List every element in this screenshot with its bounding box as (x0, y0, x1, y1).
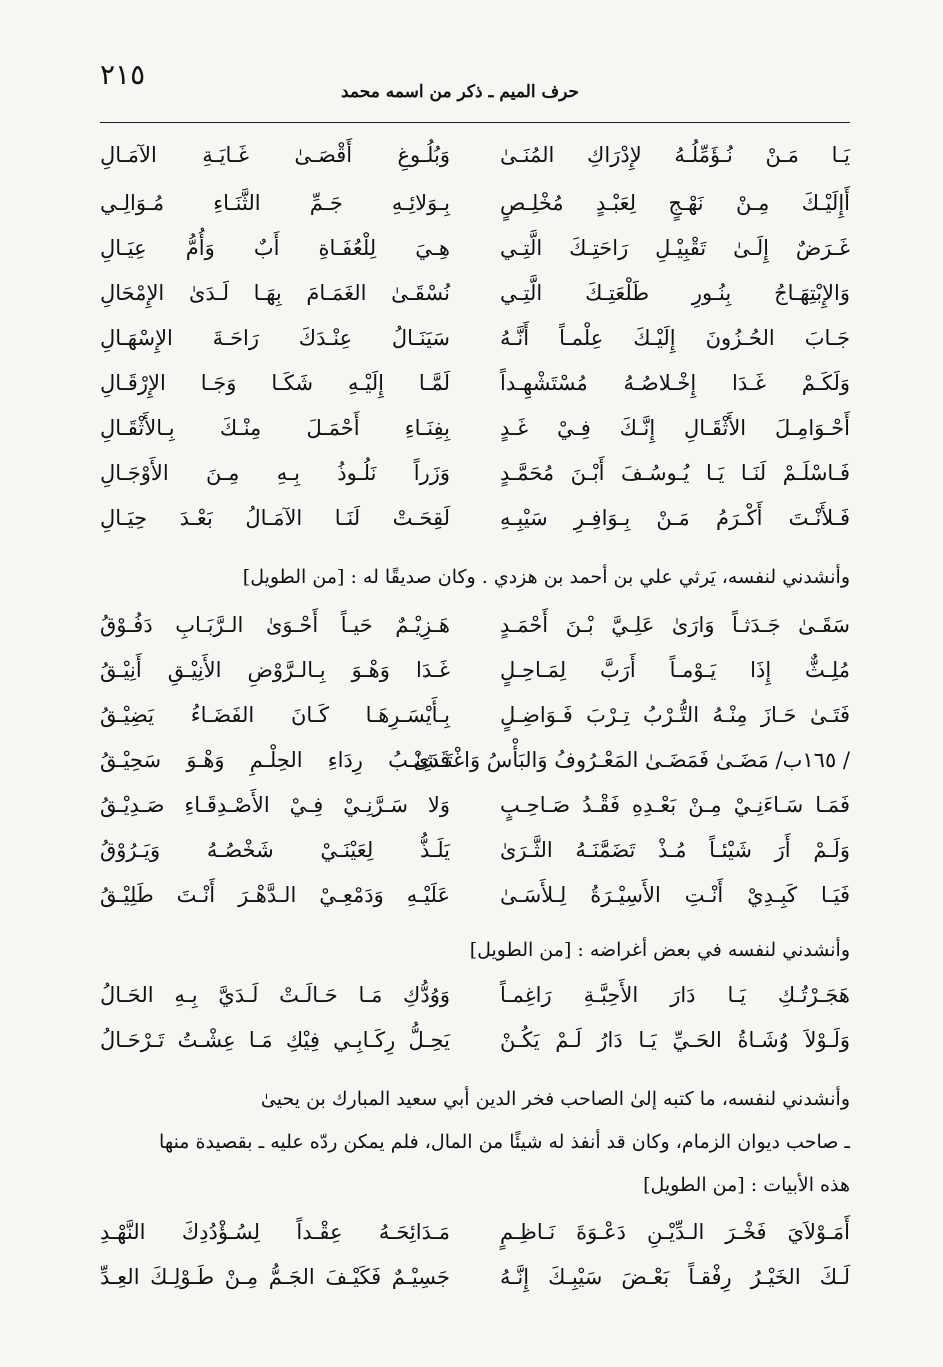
poem-introduction: وأنشدني لنفسه في بعض أغراضه : [من الطويل] (469, 939, 850, 961)
first-hemistich: غَـرَضٌ إِلَـىٰ تَقْبِيْـلِ رَاحَتِـكَ الَّتِـي (500, 236, 850, 260)
first-hemistich: / ١٦٥ب/ مَضَـىٰ فَمَضَـىٰ المَعْـرُوفُ وَالبَأْسُ وَاغْتَـدَىٰ (413, 748, 850, 772)
first-hemistich: سَقَـىٰ جَـدَثـاً وَارَىٰ عَلِـيَّ بْـنَ أَحْمَـدٍ (500, 613, 850, 637)
verse-line (100, 318, 850, 358)
header-rule (100, 122, 850, 123)
second-hemistich: غَـدَا وَهْـوَ بِـالـرَّوْضِ الأَنِيْـقِ أَنِيْـقُ (100, 658, 450, 682)
first-hemistich: لَـكَ الخَيْـرُ رِفْقـاً بَعْـضَ سَيْبِـكَ إِنَّـهُ (500, 1265, 850, 1289)
verse-line (100, 695, 850, 735)
second-hemistich: لَمَّـا إِلَيْـهِ شَكَـا وَجَـا الإِرْقَـالِ (100, 371, 450, 395)
verse-line (100, 135, 850, 175)
second-hemistich: عَلَيْـهِ وَدَمْعِـيْ الـدَّهْـرَ أَنْـتَ طَلِيْـقُ (100, 883, 450, 907)
second-hemistich: سَيَنَـالُ عِنْـدَكَ رَاحَـةَ الإِسْهَـالِ (100, 326, 450, 350)
second-hemistich: بِـأَيْسَـرِهَـا كَـانَ الفَضَـاءُ يَضِيْـقُ (100, 703, 450, 727)
first-hemistich: أَمَـوْلاَيَ فَخْـرَ الـدِّيْـنِ دَعْـوَةَ نَـاظِـمٍ (500, 1220, 850, 1244)
verse-line (100, 453, 850, 493)
poem-introduction: وأنشدني لنفسه، يَرثي علي بن أحمد بن هزدي . وكان صديقًا له : [من الطويل] (242, 566, 850, 588)
first-hemistich: أَإِلَيْـكَ مِـنْ نَهْـجٍ لِعَبْـدٍ مُخْلِـصٍ (500, 191, 850, 215)
verse-line (100, 183, 850, 223)
verse-line (100, 1020, 850, 1060)
second-hemistich: وَبُلُـوغِ أَقْصَـىٰ غَـايَـةِ الآمَـالِ (100, 143, 450, 167)
first-hemistich: وَلَـمْ أَرَ شَيْئـاً مُـذْ تَضَمَّنَـهُ الثَّـرَىٰ (500, 838, 850, 862)
second-hemistich: يَلَـذُّ لِعَيْنَـيْ شَخْصُـهُ وَيَـرُوْقُ (100, 838, 450, 862)
second-hemistich: وَلا سَـرَّنِـيْ فِـيْ الأَصْـدِقَـاءِ صَـدِيْـقُ (100, 793, 450, 817)
running-head: حرف الميم ـ ذكر من اسمه محمد (340, 82, 579, 102)
prose-line: هذه الأبيات : [من الطويل] (643, 1174, 850, 1196)
first-hemistich: وَلَكَـمْ غَـدَا إِخْـلاصُـهُ مُسْتَشْهِـداً (500, 371, 850, 395)
page-number: ٢١٥ (100, 58, 146, 91)
first-hemistich: فَيَـا كَبِـدِيْ أَنْـتِ الأَسِيْـرَةُ لِـلأَسَـىٰ (500, 883, 850, 907)
prose-line: ـ صاحب ديوان الزمام، وكان قد أنفذ له شيئًا من المال، فلم يمكن ردّه عليه ـ بقصيدة منها (159, 1131, 850, 1153)
verse-line (100, 785, 850, 825)
verse-line (100, 605, 850, 645)
verse-line (100, 498, 850, 538)
first-hemistich: جَـابَ الحُـزُونَ إِلَيْـكَ عِلْمـاً أَنَّـهُ (500, 326, 850, 350)
first-hemistich: وَلَـوْلاَ وُشَـاةُ الحَـيِّ يَـا دَارُ لَـمْ يَكُـنْ (500, 1028, 850, 1052)
verse-line (100, 740, 850, 780)
verse-line (100, 1257, 850, 1297)
first-hemistich: فَـلأَنْـتَ أَكْـرَمُ مَـنْ بِـوَافِـرِ سَيْبِـهِ (500, 506, 850, 530)
second-hemistich: هِـيَ لِلْعُفَـاةِ أَبٌ وَأُمُّ عِيَـالِ (100, 236, 450, 260)
verse-line (100, 228, 850, 268)
verse-line (100, 273, 850, 313)
second-hemistich: بِفِنَـاءِ أَحْمَـلَ مِنْـكَ بِـالأَثْقَـالِ (100, 416, 450, 440)
verse-line (100, 1212, 850, 1252)
second-hemistich: وَزَراً نَلُـوذُ بِـهِ مِـنَ الأَوْجَـالِ (100, 461, 450, 485)
first-hemistich: فَـاسْلَـمْ لَنَـا يَـا يُـوسُـفَ أَبْـنَ مُحَمَّـدٍ (500, 461, 850, 485)
second-hemistich: وَوُدُّكِ مَـا حَـالَـتْ لَـدَيَّ بِـهِ الحَـالُ (100, 983, 450, 1007)
first-hemistich: مُلِـثٌّ إِذَا يَـوْمـاً أَرَبَّ لِمَـاحِـلٍ (500, 658, 850, 682)
second-hemistich: يَحِـلُّ رِكَـابِـي فِيْكِ مَـا عِشْـتُ تَـرْحَـالُ (100, 1028, 450, 1052)
first-hemistich: أَحْـوَامِـلَ الأَثْقَـالِ إِنَّـكَ فِـيْ غَـدٍ (500, 416, 850, 440)
first-hemistich: وَالإِبْتِهَـاجُ بِنُـورِ طَلْعَتِـكَ الَّتِـي (500, 281, 850, 305)
verse-line (100, 975, 850, 1015)
first-hemistich: فَتَـىٰ حَـازَ مِنْـهُ التُّـرْبُ تِـرْبَ فَـوَاضِـلٍ (500, 703, 850, 727)
second-hemistich: نُسْقَـىٰ الغَمَـامَ بِهَـا لَـدَىٰ الإِمْحَالِ (100, 281, 450, 305)
second-hemistich: لَقِحَـتْ لَنَـا الآمَـالُ بَعْـدَ حِيَـالِ (100, 506, 450, 530)
first-hemistich: هَجَـرْتُـكِ يَـا دَارَ الأَحِبَّـةِ رَاغِمـاً (500, 983, 850, 1007)
second-hemistich: بِـوَلائِـهِ جَـمِّ الثَّنَـاءِ مُـوَالِـي (100, 191, 450, 215)
verse-line (100, 408, 850, 448)
prose-line: وأنشدني لنفسه، ما كتبه إلىٰ الصاحب فخر الدين أبي سعيد المبارك بن يحيىٰ (260, 1088, 850, 1110)
second-hemistich: مَـدَائِحَـهُ عِقْـداً لِسُـؤْدُدِكَ النَّهْـدِ (100, 1220, 450, 1244)
first-hemistich: يَـا مَـنْ نُـؤَمِّلُـهُ لإِدْرَاكِ المُنَـىٰ (500, 143, 850, 167)
second-hemistich: هَـزِيْـمٌ حَيـاً أَحْـوَىٰ الـرَّبَـابِ دَفُـوْقُ (100, 613, 450, 637)
verse-line (100, 830, 850, 870)
second-hemistich: جَسِيْـمٌ فَكَيْـفَ الجَـمُّ مِـنْ طَـوْلِـكَ العِـدِّ (100, 1265, 450, 1289)
verse-line (100, 363, 850, 403)
first-hemistich: فَمَـا سَـاءَنِـيْ مِـنْ بَعْـدِهِ فَقْـدُ صَـاحِـبٍ (500, 793, 850, 817)
verse-line (100, 875, 850, 915)
second-hemistich: قَشِيْـبُ رِدَاءِ الحِلْـمِ وَهْـوَ سَحِيْـقُ (100, 748, 450, 772)
verse-line (100, 650, 850, 690)
